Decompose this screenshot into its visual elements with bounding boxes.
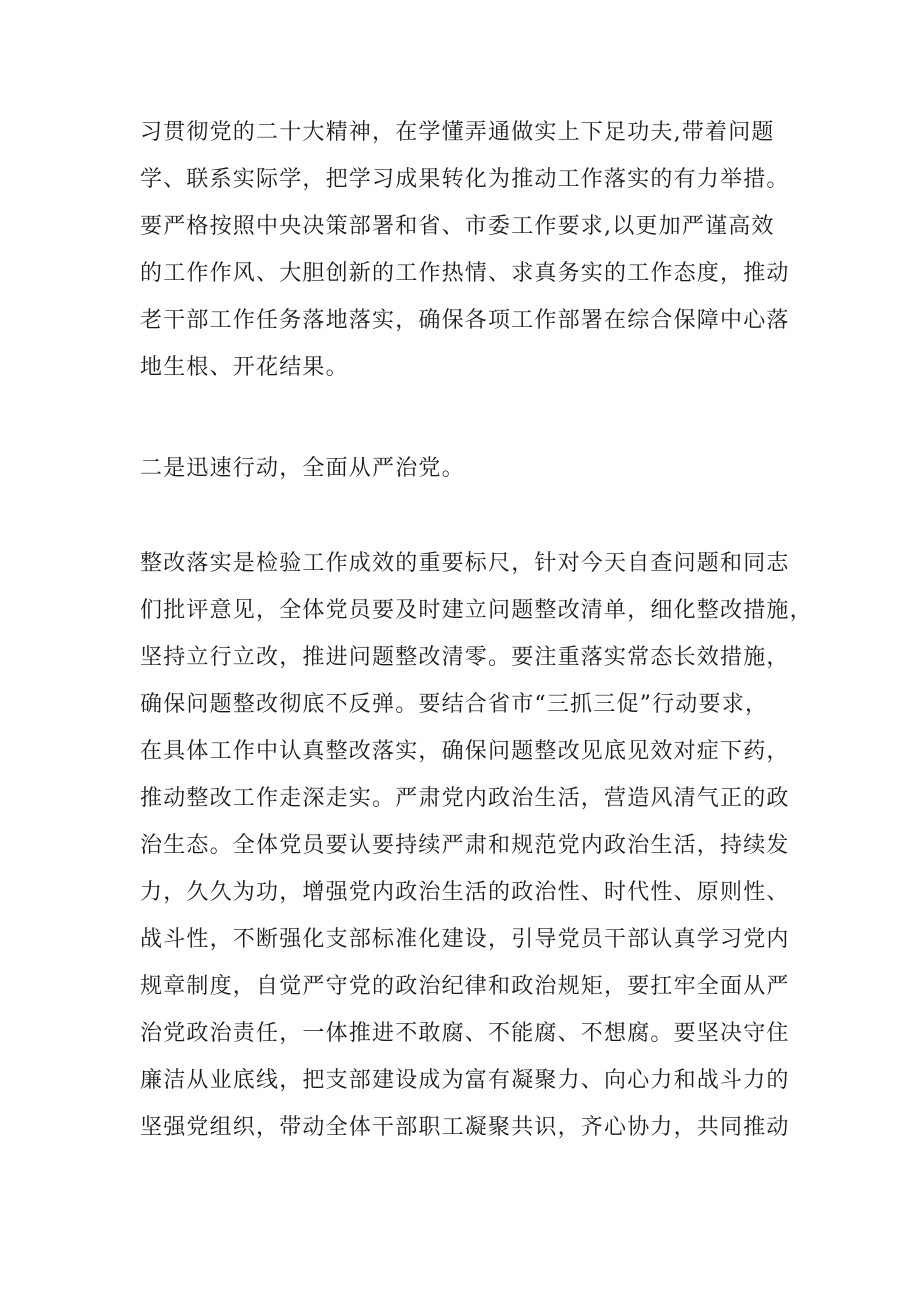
paragraph-line: 地生根、开花结果。 (140, 355, 349, 380)
paragraph-line: 治生态。全体党员要认要持续严肃和规范党内政治生活，持续发 (140, 833, 790, 858)
paragraph-line: 老干部工作任务落地落实，确保各项工作部署在综合保障中心落 (140, 308, 790, 333)
paragraph-line: 坚持立行立改，推进问题整改清零。要注重落实常态长效措施， (140, 645, 790, 670)
paragraph-line: 坚强党组织，带动全体干部职工凝聚共识，齐心协力，共同推动 (140, 1115, 790, 1140)
paragraph-line: 们批评意见，全体党员要及时建立问题整改清单，细化整改措施， (140, 598, 813, 623)
paragraph-line: 规章制度，自觉严守党的政治纪律和政治规矩，要扛牢全面从严 (140, 974, 790, 999)
paragraph-line: 治党政治责任，一体推进不敢腐、不能腐、不想腐。要坚决守住 (140, 1021, 790, 1046)
paragraph-line: 力，久久为功，增强党内政治生活的政治性、时代性、原则性、 (140, 880, 790, 905)
paragraph-line: 学、联系实际学，把学习成果转化为推动工作落实的有力举措。 (140, 167, 790, 192)
paragraph-line: 在具体工作中认真整改落实，确保问题整改见底见效对症下药， (140, 739, 790, 764)
paragraph-line: 廉洁从业底线，把支部建设成为富有凝聚力、向心力和战斗力的 (140, 1068, 790, 1093)
paragraph-line: 战斗性，不断强化支部标准化建设，引导党员干部认真学习党内 (140, 927, 790, 952)
paragraph-line: 确保问题整改彻底不反弹。要结合省市“三抓三促”行动要求， (140, 692, 769, 717)
paragraph-line: 习贯彻党的二十大精神，在学懂弄通做实上下足功夫,带着问题 (140, 120, 775, 145)
paragraph-line: 推动整改工作走深走实。严肃党内政治生活，营造风清气正的政 (140, 786, 790, 811)
paragraph-line: 要严格按照中央决策部署和省、市委工作要求,以更加严谨高效 (140, 214, 775, 239)
paragraph-line: 整改落实是检验工作成效的重要标尺，针对今天自查问题和同志 (140, 551, 790, 576)
paragraph-line: 的工作作风、大胆创新的工作热情、求真务实的工作态度，推动 (140, 261, 790, 286)
section-heading-text: 二是迅速行动，全面从严治党。 (140, 456, 465, 481)
